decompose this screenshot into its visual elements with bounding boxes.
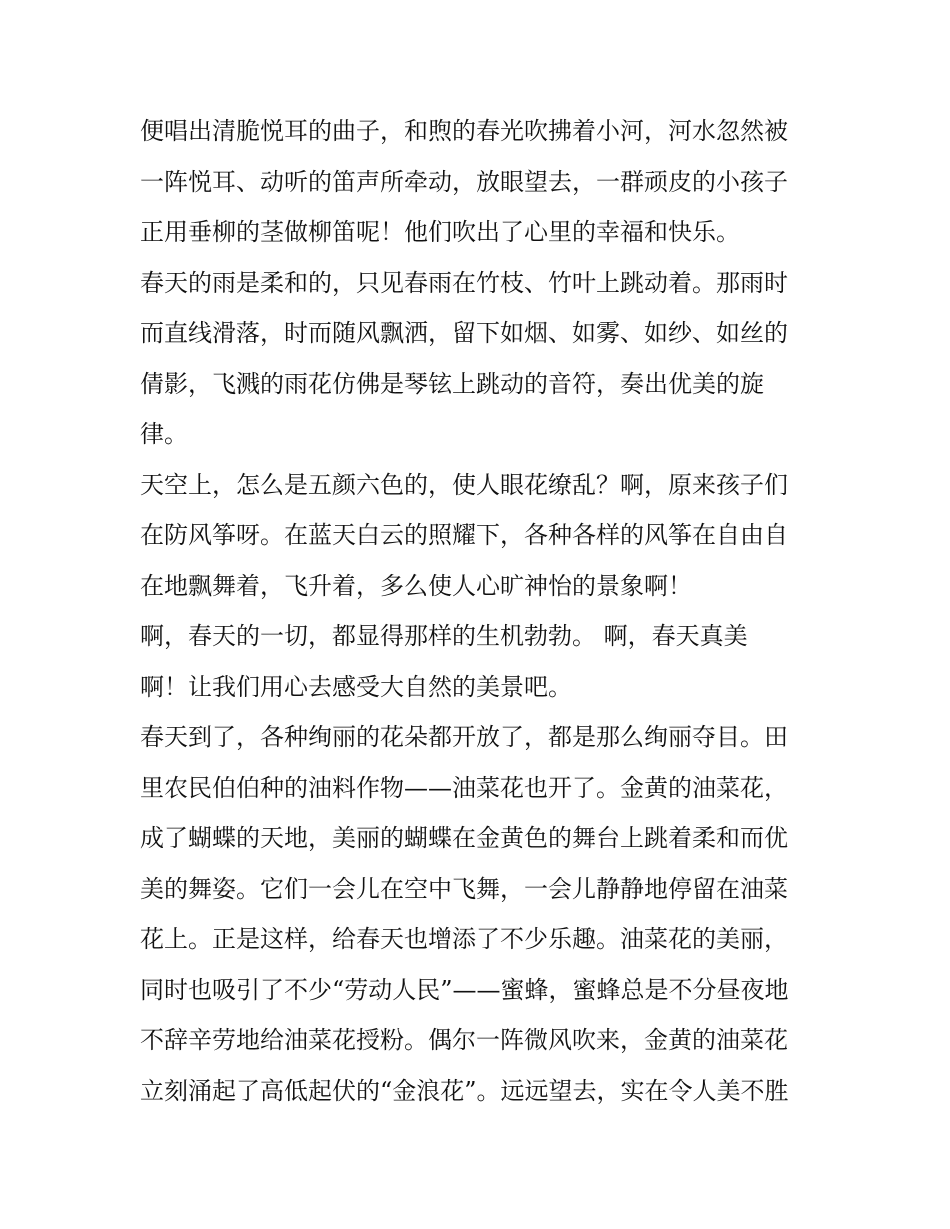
text-line: 春天的雨是柔和的，只见春雨在竹枝、竹叶上跳动着。那雨时 [140, 268, 788, 297]
text-line: 正用垂柳的茎做柳笛呢！他们吹出了心里的幸福和快乐。 [140, 218, 740, 246]
text-line: 而直线滑落，时而随风飘洒，留下如烟、如雾、如纱、如丝的 [140, 319, 788, 347]
text-line: 春天到了，各种绚丽的花朵都开放了，都是那么绚丽夺目。田 [140, 723, 788, 751]
text-line: 美的舞姿。它们一会儿在空中飞舞，一会儿静静地停留在油菜 [140, 874, 788, 903]
body-text [140, 106, 830, 1116]
text-line: 不辞辛劳地给油菜花授粉。偶尔一阵微风吹来，金黄的油菜花 [140, 1026, 788, 1054]
text-line: 便唱出清脆悦耳的曲子，和煦的春光吹拂着小河，河水忽然被 [140, 117, 788, 145]
text-line: 成了蝴蝶的天地，美丽的蝴蝶在金黄色的舞台上跳着柔和而优 [140, 824, 788, 852]
text-line: 里农民伯伯种的油料作物——油菜花也开了。金黄的油菜花， [140, 773, 788, 802]
text-line: 花上。正是这样，给春天也增添了不少乐趣。油菜花的美丽， [140, 925, 788, 953]
text-line: 一阵悦耳、动听的笛声所牵动，放眼望去，一群顽皮的小孩子 [140, 167, 788, 196]
text-line: 啊！让我们用心去感受大自然的美景吧。 [140, 672, 572, 701]
text-line: 倩影，飞溅的雨花仿佛是琴铉上跳动的音符，奏出优美的旋 [140, 369, 764, 398]
text-line: 天空上，怎么是五颜六色的，使人眼花缭乱？啊，原来孩子们 [140, 470, 788, 499]
text-line: 啊，春天的一切，都显得那样的生机勃勃。 啊，春天真美 [140, 622, 748, 650]
text-line: 在地飘舞着，飞升着，多么使人心旷神怡的景象啊！ [140, 571, 692, 600]
text-line: 同时也吸引了不少“劳动人民”——蜜蜂，蜜蜂总是不分昼夜地 [140, 975, 789, 1004]
text-line: 律。 [140, 420, 188, 448]
text-line: 在防风筝呀。在蓝天白云的照耀下，各种各样的风筝在自由自 [140, 521, 788, 549]
text-line: 立刻涌起了高低起伏的“金浪花”。远远望去，实在令人美不胜 [140, 1076, 789, 1105]
